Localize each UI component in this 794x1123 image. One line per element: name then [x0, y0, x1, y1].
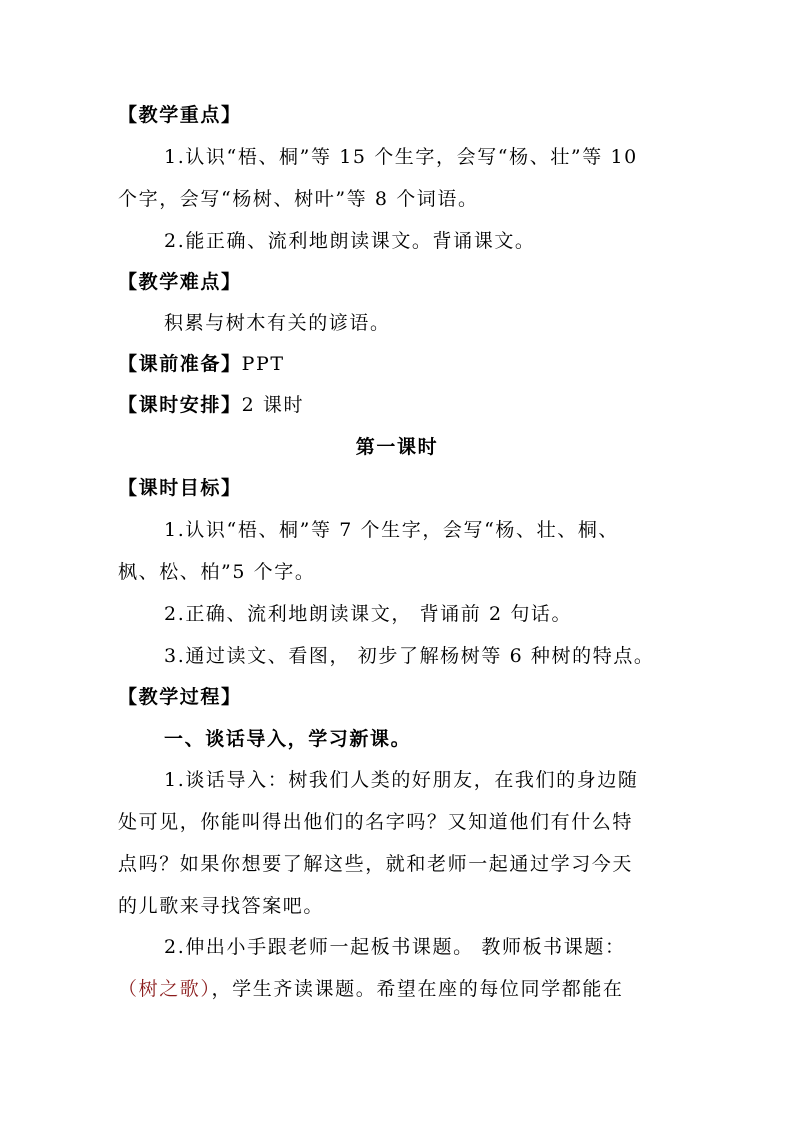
goals-item-1-line-2: 枫、松、柏”5 个字。: [118, 561, 316, 583]
schedule-heading: 【课时安排】: [118, 394, 242, 416]
difficulty-heading: 【教学难点】: [118, 271, 242, 293]
key-points-item-1-line-1: 1.认识“梧、桐”等 15 个生字，会写“杨、壮”等 10: [164, 146, 638, 168]
goals-heading: 【课时目标】: [118, 477, 242, 499]
goals-item-3: 3.通过读文、看图， 初步了解杨树等 6 种树的特点。: [164, 645, 655, 667]
lesson-title-reference: （树之歌）: [118, 978, 212, 1000]
preparation-text: PPT: [241, 353, 285, 375]
schedule-text: 2 课时: [241, 394, 305, 416]
process-p2-line-2-rest: ，学生齐读课题。希望在座的每位同学都能在: [211, 978, 624, 1000]
key-points-item-2: 2.能正确、流利地朗读课文。背诵课文。: [164, 230, 536, 252]
process-p2-line-1: 2.伸出小手跟老师一起板书课题。 教师板书课题：: [164, 936, 626, 958]
difficulty-text: 积累与树木有关的谚语。: [164, 312, 391, 334]
preparation-heading: 【课前准备】: [118, 353, 242, 375]
process-p1-line-4: 的儿歌来寻找答案吧。: [118, 895, 325, 917]
key-points-item-1-line-2: 个字，会写“杨树、树叶”等 8 个词语。: [118, 188, 479, 210]
process-p2-line-2: [118, 980, 624, 999]
process-heading: 【教学过程】: [118, 686, 242, 708]
process-p1-line-3: 点吗？如果你想要了解这些，就和老师一起通过学习今天: [118, 853, 634, 875]
preparation-row: [118, 355, 285, 374]
lesson-title: 第一课时: [355, 436, 439, 458]
process-subheading: 一、谈话导入，学习新课。: [164, 728, 412, 750]
process-p1-line-1: 1.谈话导入：树我们人类的好朋友，在我们的身边随: [164, 769, 639, 791]
goals-item-2: 2.正确、流利地朗读课文， 背诵前 2 句话。: [164, 603, 573, 625]
key-points-heading: 【教学重点】: [118, 104, 242, 126]
schedule-row: [118, 396, 304, 415]
goals-item-1-line-1: 1.认识“梧、桐”等 7 个生字，会写“杨、壮、桐、: [164, 519, 620, 541]
process-p1-line-2: 处可见，你能叫得出他们的名字吗？又知道他们有什么特: [118, 811, 634, 833]
